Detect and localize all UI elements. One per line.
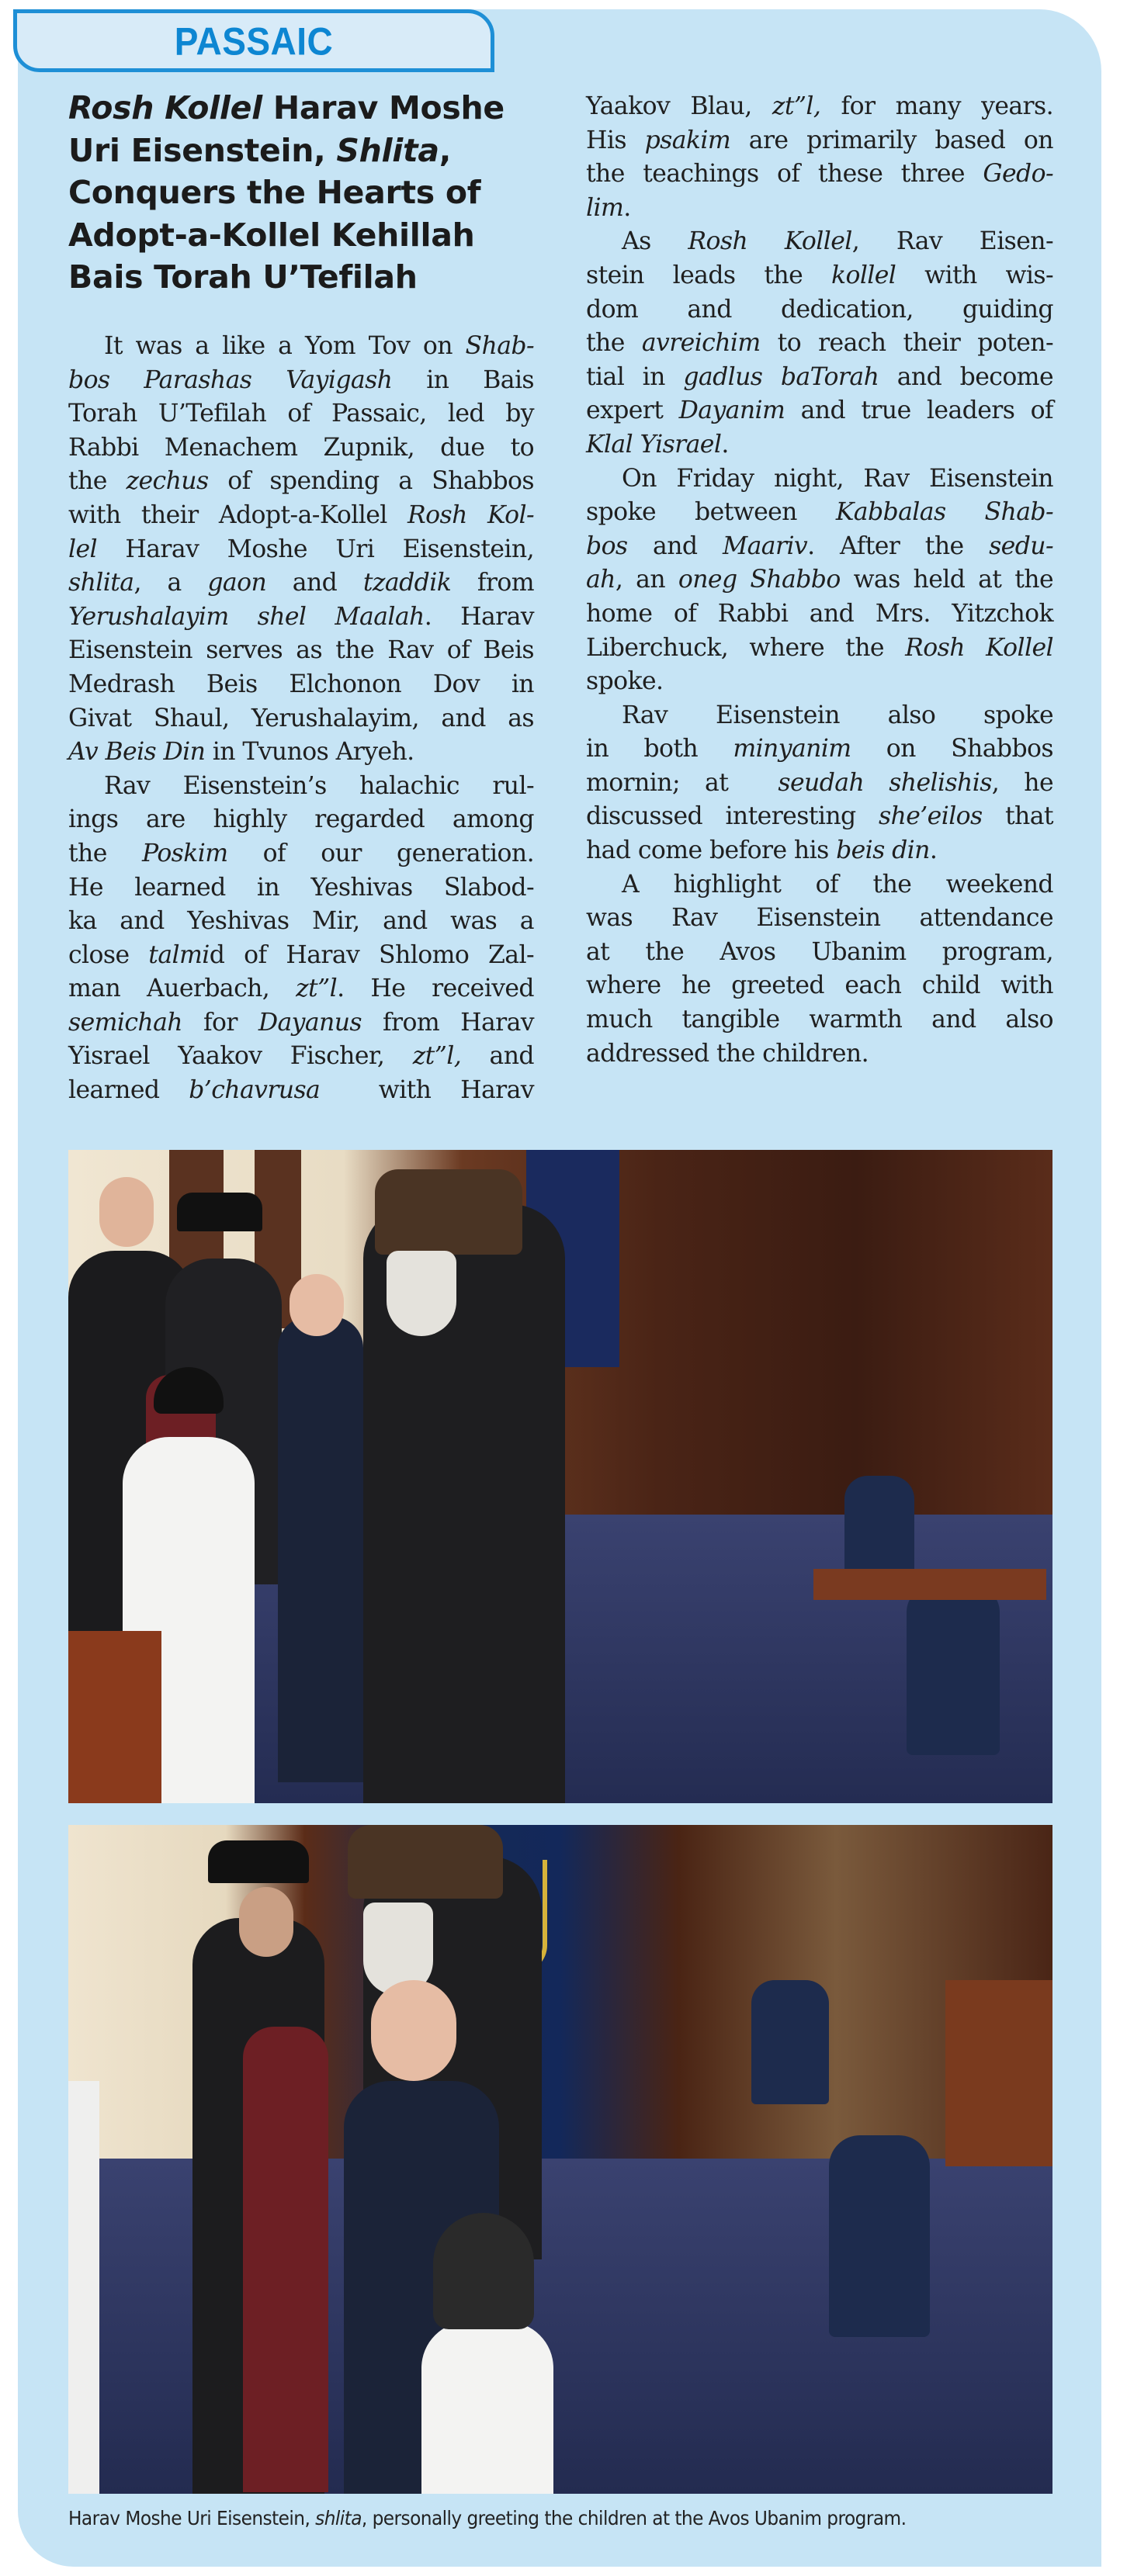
text: the teachings of these three: [586, 160, 983, 189]
italic-text: Dayanim: [678, 396, 785, 425]
italic-text: ah: [586, 566, 616, 594]
text: Yisrael Yaakov Fischer,: [68, 1042, 413, 1071]
body-line: [68, 330, 534, 364]
face: [371, 1980, 456, 2081]
text: . Harav: [424, 602, 534, 631]
text: from Harav: [361, 1008, 535, 1037]
text: the: [68, 467, 127, 496]
text: , an: [615, 566, 678, 594]
body-line: [68, 533, 534, 567]
headline-line: [68, 130, 550, 172]
text: ings are highly regarded among: [68, 805, 534, 834]
italic-text: beis din: [836, 836, 930, 865]
body-line: [68, 431, 534, 466]
italic-text: gaon: [207, 569, 267, 597]
body-line: [586, 462, 1053, 497]
italic-text: Rosh Kol-: [407, 500, 534, 529]
headline-line: [68, 256, 550, 299]
fur-shtreimel: [348, 1825, 503, 1899]
text: in Tvunos Aryeh.: [205, 738, 414, 767]
black-hat: [177, 1193, 262, 1231]
text: , personally greeting the children at the Avos Ubanim program.: [361, 2507, 907, 2529]
italic-text: sedu-: [989, 531, 1053, 560]
italic-text: Av Beis Din: [68, 738, 206, 767]
italic-text: talmi: [148, 940, 210, 969]
body-line: [586, 767, 1053, 801]
text: spoke.: [586, 667, 664, 696]
text: discussed interesting: [586, 802, 879, 831]
text: Rav Eisenstein’s halachic rul-: [104, 771, 534, 800]
text: and true leaders of: [785, 396, 1053, 425]
text: and: [627, 531, 723, 560]
text: Uri Eisenstein,: [68, 131, 337, 169]
italic-text: Klal Yisrael: [586, 430, 722, 459]
text: stein leads the: [586, 261, 831, 289]
body-line: [586, 259, 1053, 293]
body-line: [586, 732, 1053, 767]
text: tial in: [586, 362, 684, 391]
body-line: [68, 566, 534, 601]
text: with wis-: [896, 261, 1054, 289]
body-line: [68, 736, 534, 770]
white-beard: [387, 1251, 456, 1336]
body-line: [586, 699, 1053, 733]
lectern: [945, 1980, 1052, 2166]
section-tab-label: PASSAIC: [174, 19, 334, 63]
chair: [829, 2135, 930, 2337]
body-line: [586, 496, 1053, 530]
italic-text: Yerushalayim shel Maalah: [68, 602, 425, 631]
italic-text: bos: [586, 531, 628, 560]
italic-text: Rosh Kollel: [688, 227, 852, 256]
text: with their Adopt-a-Kollel: [68, 500, 408, 529]
italic-text: psakim: [644, 126, 731, 154]
italic-text: Dayanus: [258, 1008, 362, 1037]
text: close: [68, 940, 149, 969]
body-line: [68, 702, 534, 736]
article-column-left: [68, 330, 534, 1108]
body-line: [586, 902, 1053, 936]
text: and: [461, 1042, 534, 1071]
text: expert: [586, 396, 679, 425]
text: Liberchuck, where the: [586, 633, 906, 662]
body-line: [68, 397, 534, 431]
text: addressed the children.: [586, 1039, 869, 1068]
text: His: [586, 126, 645, 154]
text: Harav Moshe Uri Eisenstein,: [97, 535, 534, 563]
body-line: [586, 597, 1053, 632]
body-line: [586, 428, 1053, 462]
body-line: [68, 1074, 534, 1108]
text: Adopt-a-Kollel Kehillah: [68, 216, 475, 254]
italic-text: minyanim: [733, 735, 851, 763]
text: to reach their poten-: [760, 329, 1054, 358]
text: Givat Shaul, Yerushalayim, and as: [68, 704, 534, 732]
body-line: [586, 192, 1053, 226]
text: Medrash Beis Elchonon Dov in: [68, 670, 534, 698]
italic-text: kollel: [831, 261, 896, 289]
italic-text: tzaddik: [362, 569, 452, 597]
text: Torah U’Tefilah of Passaic, led by: [68, 400, 534, 428]
child-edge: [68, 2081, 99, 2494]
body-line: [586, 936, 1053, 970]
italic-text: shlita: [315, 2507, 362, 2529]
headline-line: [68, 214, 550, 257]
body-line: [586, 361, 1053, 395]
text: ,: [439, 131, 451, 169]
body-line: [586, 868, 1053, 902]
body-line: [586, 158, 1053, 192]
body-line: [68, 905, 534, 939]
italic-text: oneg Shabbo: [678, 566, 841, 594]
text: with Harav: [320, 1076, 535, 1105]
chair: [751, 1980, 829, 2104]
body-line: [586, 665, 1053, 699]
table-foreground: [68, 1631, 161, 1803]
boy-head: [433, 2213, 534, 2329]
text: ka and Yeshivas Mir, and was a: [68, 907, 534, 936]
text: , Rav Eisen-: [851, 227, 1054, 256]
italic-text: she’eilos: [878, 802, 983, 831]
text: spoke between: [586, 498, 836, 527]
article-column-right: [586, 90, 1053, 1071]
body-line: [68, 837, 534, 871]
italic-text: b’chavrusa: [189, 1076, 321, 1105]
text: . After the: [807, 531, 990, 560]
italic-text: Gedo-: [983, 160, 1053, 189]
section-tab: [13, 9, 494, 72]
text: in Bais: [392, 365, 534, 394]
body-line: [586, 293, 1053, 327]
text: home of Rabbi and Mrs. Yitzchok: [586, 599, 1053, 628]
italic-text: zt”l,: [412, 1042, 462, 1071]
headline-line: [68, 171, 550, 214]
body-line: [586, 800, 1053, 834]
italic-text: shlita: [68, 569, 134, 597]
text: , a: [134, 569, 208, 597]
italic-text: Kabbalas Shab-: [835, 498, 1053, 527]
italic-text: Rosh Kollel: [905, 633, 1053, 662]
body-line: [586, 225, 1053, 259]
text: Yaakov Blau,: [586, 92, 772, 120]
text: much tangible warmth and also: [586, 1006, 1053, 1034]
text: It was a like a Yom Tov on: [104, 332, 466, 360]
italic-text: lel: [68, 535, 97, 563]
text: Conquers the Hearts of: [68, 174, 481, 211]
text: mornin; at: [586, 768, 778, 797]
italic-text: avreichim: [641, 329, 761, 358]
body-line: [68, 499, 534, 533]
text: dom and dedication, guiding: [586, 295, 1053, 324]
body-line: [68, 770, 534, 804]
text: He learned in Yeshivas Slabod-: [68, 873, 534, 902]
boy-navy-suit: [278, 1317, 363, 1782]
text: Harav Moshe: [262, 89, 505, 126]
text: As: [622, 227, 688, 256]
body-line: [586, 969, 1053, 1003]
text: at the Avos Ubanim program,: [586, 937, 1053, 966]
body-line: [68, 803, 534, 837]
text: on Shabbos: [851, 735, 1053, 763]
text: the: [68, 839, 142, 867]
text: On Friday night, Rav Eisenstein: [622, 464, 1053, 493]
italic-text: Shab-: [465, 332, 534, 360]
body-line: [68, 939, 534, 973]
text: .: [929, 836, 938, 865]
black-hat: [208, 1840, 309, 1883]
fur-shtreimel: [375, 1169, 522, 1255]
text: the: [586, 329, 642, 358]
text: and become: [879, 362, 1053, 391]
text: learned: [68, 1076, 189, 1105]
text: and: [266, 569, 363, 597]
text: , he: [991, 768, 1053, 797]
body-line: [68, 601, 534, 635]
text: that: [982, 802, 1053, 831]
body-line: [68, 972, 534, 1006]
italic-text: Poskim: [142, 839, 228, 867]
italic-text: gadlus baTorah: [683, 362, 879, 391]
body-line: [68, 364, 534, 398]
italic-text: zt”l: [296, 975, 338, 1003]
italic-text: Shlita: [336, 131, 439, 169]
boy-white-shirt: [421, 2322, 553, 2494]
text: was Rav Eisenstein attendance: [586, 904, 1053, 933]
boy-maroon-shirt: [243, 2027, 328, 2492]
body-line: [68, 634, 534, 668]
photo-greeting-children: [68, 1825, 1052, 2494]
text: in both: [586, 735, 733, 763]
italic-text: bos Parashas Vayigash: [68, 365, 393, 394]
face: [290, 1274, 344, 1336]
italic-text: Rosh Kollel: [68, 89, 262, 126]
body-line: [586, 327, 1053, 361]
body-line: [586, 834, 1053, 868]
text: was held at the: [840, 566, 1054, 594]
text: of spending a Shabbos: [208, 467, 534, 496]
text: Eisenstein serves as the Rav of Beis: [68, 636, 534, 665]
text: A highlight of the weekend: [622, 870, 1053, 898]
italic-text: seudah shelishis: [778, 768, 992, 797]
body-line: [586, 124, 1053, 158]
italic-text: lim: [586, 193, 624, 222]
article-headline: [68, 87, 550, 299]
text: for many years.: [820, 92, 1053, 120]
text: had come before his: [586, 836, 837, 865]
text: . He received: [337, 975, 534, 1003]
text: Harav Moshe Uri Eisenstein,: [68, 2507, 316, 2529]
face: [239, 1887, 293, 1957]
body-line: [68, 1006, 534, 1040]
text: Bais Torah U’Tefilah: [68, 258, 418, 296]
face: [99, 1177, 154, 1247]
body-line: [586, 632, 1053, 666]
italic-text: semichah: [68, 1008, 182, 1037]
photo-greeting-handshake: [68, 1150, 1052, 1803]
text: Rav Eisenstein also spoke: [622, 701, 1053, 729]
text: Rabbi Menachem Zupnik, due to: [68, 433, 534, 462]
text: are primarily based on: [730, 126, 1053, 154]
text: d of Harav Shlomo Zal-: [209, 940, 534, 969]
body-line: [586, 394, 1053, 428]
photo-caption: [68, 2508, 985, 2528]
chair: [907, 1584, 1000, 1755]
body-line: [586, 563, 1053, 597]
body-line: [586, 1003, 1053, 1037]
body-line: [68, 871, 534, 905]
table: [813, 1569, 1046, 1600]
body-line: [586, 90, 1053, 124]
headline-line: [68, 87, 550, 130]
text: for: [182, 1008, 258, 1037]
text: of our generation.: [227, 839, 534, 867]
italic-text: Maariv: [722, 531, 808, 560]
body-line: [68, 1040, 534, 1074]
text: .: [623, 193, 631, 222]
body-line: [68, 668, 534, 702]
body-line: [586, 530, 1053, 564]
body-line: [586, 1037, 1053, 1072]
text: where he greeted each child with: [586, 971, 1053, 1000]
text: man Auerbach,: [68, 975, 296, 1003]
italic-text: zechus: [126, 467, 209, 496]
body-line: [68, 465, 534, 499]
text: from: [451, 569, 534, 597]
italic-text: zt”l,: [772, 92, 821, 120]
text: .: [721, 430, 729, 459]
